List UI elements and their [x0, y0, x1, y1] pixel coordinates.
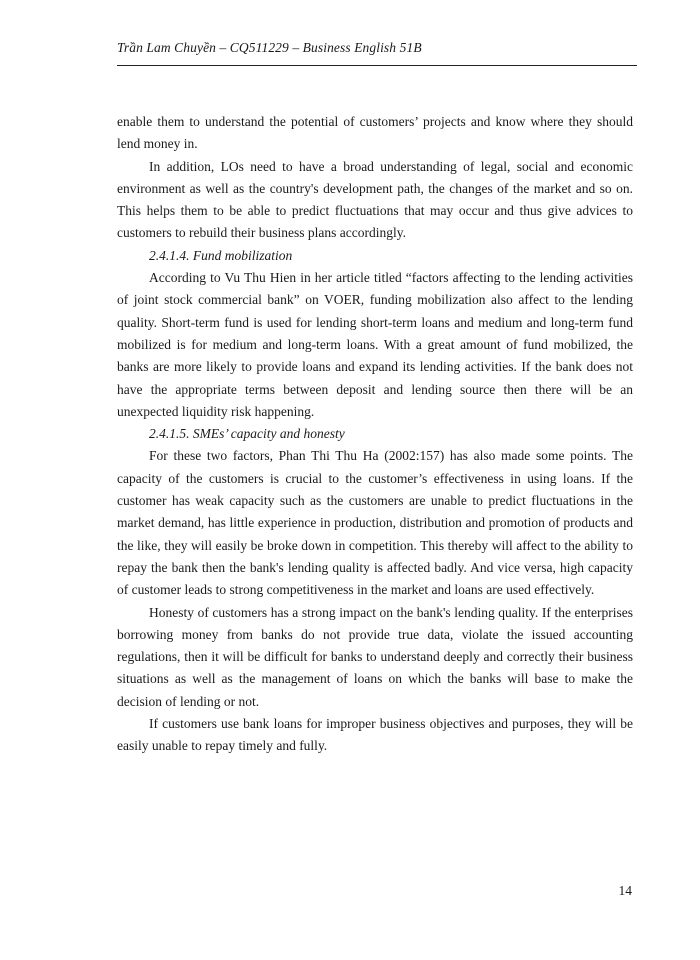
section-heading: 2.4.1.5. SMEs’ capacity and honesty: [149, 426, 345, 442]
section-heading: 2.4.1.4. Fund mobilization: [149, 247, 293, 263]
paragraph: According to Vu Thu Hien in her article titled “factors affecting to the lending activities of joint stock commercial bank” on VOER, funding mobilization also affect to the lending quality. Short-term fund is used for lending short-term loans and medium and long-term fund mobilized is for medium and long-term loans. With a great amount of fund mobilized, the banks are more likely to provide loans and expand its lending activities. If the bank does not have the appropriate terms between deposit and lending source then there will be an unexpected liquidity risk happening.: [117, 270, 633, 419]
paragraph: If customers use bank loans for improper business objectives and purposes, they will be easily unable to repay timely and fully.: [117, 716, 633, 754]
document-body: [117, 111, 633, 758]
paragraph: Honesty of customers has a strong impact on the bank's lending quality. If the enterprises borrowing money from banks do not provide true data, violate the issued accounting regulations, then it will be difficult for banks to understand deeply and correctly their business situations as well as the management of loans on which the banks will base to make the decision of lending or not.: [117, 604, 633, 709]
page-number: 14: [618, 883, 632, 898]
paragraph: enable them to understand the potential of customers’ projects and know where they should lend money in.: [117, 114, 633, 152]
page-header: Trần Lam Chuyền – CQ511229 – Business English 51B: [117, 40, 637, 66]
paragraph: For these two factors, Phan Thi Thu Ha (2002:157) has also made some points. The capacity of the customers is crucial to the customer’s effectiveness in using loans. If the customer has weak capacity such as the customers are unable to predict fluctuations in the market demand, has little experience in production, distribution and promotion of products and the like, they will easily be broke down in competition. This thereby will affect to the ability to repay the bank then the bank's lending quality is affected badly. And vice versa, high capacity of customer leads to strong competitiveness in the market and loans are used effectively.: [117, 448, 633, 598]
paragraph: In addition, LOs need to have a broad understanding of legal, social and economic environment as well as the country's development path, the changes of the market and so on. This helps them to be able to predict fluctuations that may occur and thus give advices to customers to rebuild their business plans accordingly.: [117, 158, 633, 241]
